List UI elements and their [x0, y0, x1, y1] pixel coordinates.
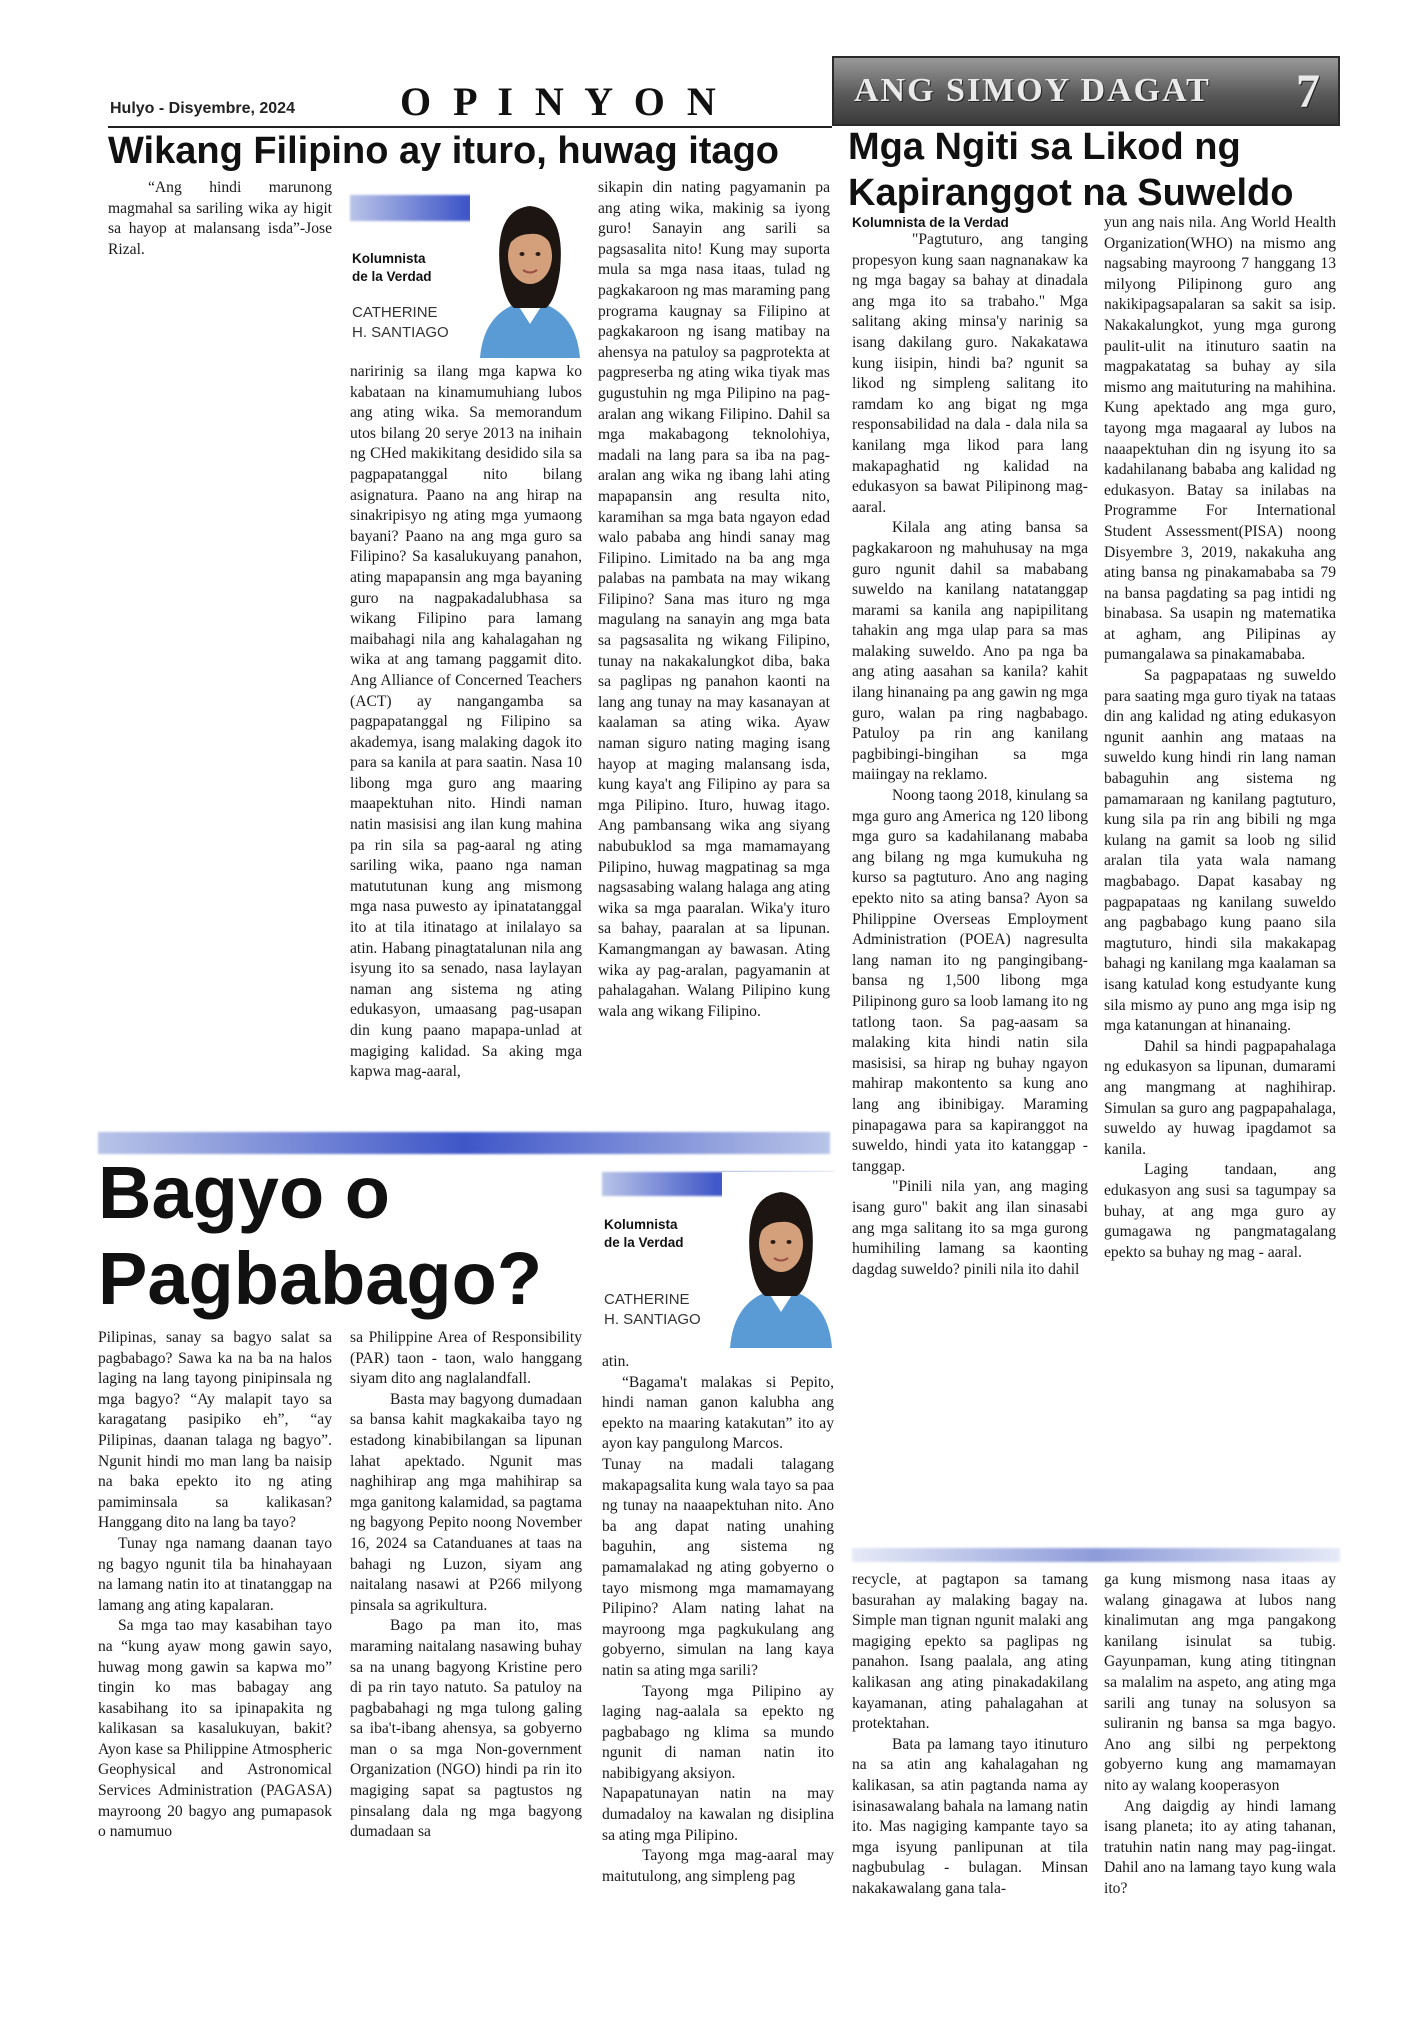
- article3-paragraph: atin.: [602, 1353, 630, 1370]
- article1-col3: [598, 178, 830, 1126]
- article3-paragraph: Pilipinas, sanay sa bagyo salat sa pagbabago? Sawa ka na ba na halos laging na lang tayong pinipinsala ng mga bagyo? “Ay malapit tayo sa karagatang pasipiko eh”, “ay Pilipinas, daanan talaga ng bagyo”. Ngunit hindi mo man lang ba naisip na baka epekto ito ng ating pamiminsala sa kalikasan? Hanggang dito na lang ba tayo?: [98, 1329, 332, 1532]
- article3-col2: [350, 1328, 582, 1988]
- article3-paragraph: Tunay nga namang daanan tayo ng bagyo ngunit tila ba hinahayaan na lamang natin ito at tinatanggap na lamang ang ating kapalaran.: [98, 1534, 332, 1614]
- article3-byline-label: Kolumnista de la Verdad: [604, 1217, 684, 1250]
- article3-paragraph: Tunay na madali talagang makapagsalita kung wala tayo sa paa ng tunay na naaapektuhan nito. Ano ba ang dapat nating unahing baguhin, ang sistema ng pamamalakad ng ating gobyerno o tayo mismong mga mamamayang Pilipino? Alam nating lahat na mayroong mga pagkukulang ang gobyerno, simulan na lang kaya natin sa ating mga sarili?: [602, 1455, 834, 1679]
- article2-paragraph: "Pinili nila yan, ang maging isang guro" bakit ang ilan sinasabi ang mga salitang ito sa mga gurong humihiling lamang sa kaonting dagdag suweldo? pinili nila ito dahil: [852, 1178, 1088, 1278]
- article3-col3: [602, 1352, 834, 1988]
- article2-col2: [1104, 213, 1336, 1553]
- article2-col1: [852, 230, 1088, 1530]
- article3-paragraph: Ang daigdig ay hindi lamang isang planeta; ito ay ating tahanan, tratuhin natin nang may pag-iingat. Dahil ano na lamang tayo kung wala ito?: [1104, 1797, 1336, 1897]
- article3-paragraph: “Bagama't malakas si Pepito, hindi naman ganon kalubha ang epekto na maaring katakutan” ito ay ayon kay pangulong Marcos.: [602, 1373, 834, 1453]
- article3-paragraph: Tayong mga Pilipino ay laging nag-aalala sa epekto ng pagbabago ng klima sa mundo ngunit di naman natin ito nabibigyang aksiyon.: [602, 1682, 834, 1782]
- publication-name: ANG SIMOY DAGAT: [854, 72, 1211, 109]
- masthead: [832, 56, 1340, 126]
- article2-paragraph: Dahil sa hindi pagpapahalaga ng edukasyon sa lipunan, dumarami ang mangmang at naghihirap. Simulan sa guro ang pagpapahalaga, suweldo ay huwag ipagdamot sa kanila.: [1104, 1037, 1336, 1158]
- article1-paragraph: sikapin din nating pagyamanin pa ang ating wika, makinig sa iyong guro! Sanayin ang sarili sa pagsasalita nito! Kung may suporta mula sa mga nasa itaas, tulad ng pagkakaroon ng mas maraming pang programa kaugnay sa Filipino at pagkakaroon ng isang matibay na ahensya na patuloy sa pagprotekta at pagpreserba ng ating wika tiyak mas gugustuhin ng mga Pilipino na pag-aralan ang wikang Filipino. Dahil sa mga makabagong teknolohiya, madali na lang para sa iba na pag-aralan ang wika ng ibang lahi ating mapapansin ang resulta nito, karamihan sa mga bata ngayon edad walo pababa ang hindi sanay mag Filipino. Limitado na ba ang mga palabas na pambata na may wikang Filipino? Sana mas ituro ng mga magulang na sanayin ang mga bata sa pagsasalita ng wikang Filipino, tunay na nakakalungkot diba, baka sa paglipas ng panahon kaonti na lang ang tunay na may kasanayan at kaalaman sa ating wika. Ayaw naman siguro nating maging isang hayop at maging malansang isda, kung kaya't ang Filipino ay para sa mga Pilipino. Ituro, huwag itago. Ang pambansang wika ang siyang nabubuklod sa mga mamamayang Pilipino, huwag magpatinag sa mga nagsasabing walang halaga ang ating wika sa mga paaralan. Wika'y ituro sa bahay, paaralan at sa lipunan. Kamangmangan ay bawasan. Ating wika ay pag-aralan, pagyamanin at pahalagahan. Walang Pilipino kung wala ang wikang Filipino.: [598, 179, 830, 1020]
- article3-paragraph: Bago pa man ito, mas maraming naitalang nasawing buhay sa na unang bagyong Kristine pero di pa rin tayo natuto. Sa patuloy na pagbabahagi ng mga tulong galing sa iba't-ibang ahensya, sa gobyerno man o sa mga Non-government Organization (NGO) hindi pa rin ito magiging sapat sa pagtustos ng pinsalang dala ng mga bagyong dumadaan sa: [350, 1617, 582, 1841]
- article2-title-line1: Mga Ngiti sa Likod ng: [848, 126, 1241, 168]
- section-divider-right: [852, 1548, 1340, 1562]
- article1-paragraph: naririnig sa ilang mga kapwa ko kabataan na kinamumuhiang lubos ang ating wika. Sa memorandum utos bilang 20 serye 2013 na inihain ng CHed makikitang desidido sila sa pagpapatanggal nito bilang asignatura. Paano na ang hirap na sinakripisyo ng ating mga yumaong bayani? Paano na ang mga guro sa Filipino? Sa kasalukuyang panahon, ating mapapansin ang mga bayaning guro na nagpakadalubhasa sa wikang Filipino para lamang maibahagi nila ang kahalagahan ng wika at ang tamang paggamit dito. Ang Alliance of Concerned Teachers (ACT) ay nangangamba sa pagpapatanggal ng Filipino sa akademya, isang malaking dagok ito para sa kanila at para saatin. Nasa 10 libong mga guro ang maaring maapektuhan nito. Hindi naman natin masisisi ang ilan kung mahina pa rin sila sa pag-aaral ng ating sariling wika, paano nga naman matututunan kung ang mismong mga nasa puwesto ay ipinatatanggal ito at tila itinatago at inilalayo sa atin. Habang pinagtatalunan nila ang isyung ito sa senado, nasa laylayan naman ang sistema ng ating edukasyon, umaasang pag-usapan din kung paano mapapa-unlad at magiging kalidad. Sa aking mga kapwa mag-aaral,: [350, 363, 582, 1081]
- article2-paragraph: yun ang nais nila. Ang World Health Organization(WHO) na mismo ang nagsabing mayroong 7 hanggang 13 milyong Pilipinong guro ang nakikipagsapalaran sa sakit sa isip. Nakakalungkot, yung mga gurong paulit-ulit na itinuturo saatin na magpakatatag sa buhay ay sila mismo ang maituturing na mahihina. Kung apektado ang mga guro, tayong mga magaaral ay lubos na naaapektuhan din ng isyung ito sa kadahilanang bababa ang kalidad ng edukasyon. Batay sa inilabas na Programme For International Student Assessment(PISA) noong Disyembre 3, 2019, nakakuha ang ating bansa ng pinakamababa sa 79 na bansa pagdating sa pag intidi ng binabasa. Sa usapin ng matematika at agham, ang Pilipinas ay pumangalawa sa pinakamababa.: [1104, 214, 1336, 664]
- article1-col2: [350, 362, 582, 1126]
- article2-paragraph: Laging tandaan, ang edukasyon ang susi sa tagumpay sa buhay, at ang mga guro ay gumagawa ng pangmatagalang epekto sa buhay ng mag - aaral.: [1104, 1161, 1336, 1261]
- article2-title-line2: Kapiranggot na Suweldo: [848, 172, 1294, 214]
- article3-col1: [98, 1328, 332, 1988]
- article2-paragraph: Kilala ang ating bansa sa pagkakaroon ng mahuhusay na mga guro ngunit dahil sa mababang suweldo na kanilang natatanggap marami sa kanila ang napipilitang tahakin ang mga ulap para sa mas malaking suweldo. Ano pa nga ba ang ating aasahan sa kanila? kahit ilang hinanaing pa ang gawin ng mga guro, walan pa ring nagbabago. Patuloy pa rin ang kanilang pagbibingi-bingihan sa mga maiingay na reklamo.: [852, 519, 1088, 784]
- article2-paragraph: "Pagtuturo, ang tanging propesyon kung saan nagnanakaw ka ng mga bagay sa bahay at dinadala ang mga ito sa trabaho." Mga salitang aking minsa'y narinig sa isang dakilang guro. Nakakatawa kung iisipin, hindi ba? ngunit sa likod ng simpleng salitang ito ramdam ko ang bigat ng mga responsabilidad na dala - dala nila sa kanilang mga likod para lang makapaghatid ng kalidad na edukasyon sa bawat Pilipinong mag-aaral.: [852, 231, 1088, 516]
- article3-paragraph: Napapatunayan natin na may dumadaloy na kawalan ng disiplina sa ating mga Pilipino.: [602, 1785, 834, 1844]
- article1-byline-label: Kolumnista de la Verdad: [352, 251, 432, 284]
- article3-col4: [852, 1570, 1088, 1988]
- article3-title-line2: Pagbabago?: [98, 1237, 543, 1320]
- article3-paragraph: sa Philippine Area of Responsibility (PAR) taon - taon, walo hanggang siyam dito ang naglalandfall.: [350, 1329, 582, 1388]
- issue-date: Hulyo - Disyembre, 2024: [110, 100, 295, 117]
- article1-author-photo: [470, 190, 590, 358]
- article2-byline-label: Kolumnista de la Verdad: [852, 215, 1009, 230]
- page-number: 7: [1296, 65, 1320, 118]
- article3-paragraph: Basta may bagyong dumadaan sa bansa kahit magkakaiba tayo ng estadong kinabibilangan sa lipunan lahat apektado. Ngunit mas naghihirap ang mga mahihirap sa mga ganitong kalamidad, sa pagtama ng bagyong Pepito noong November 16, 2024 sa Catanduanes at taas na bahagi ng Luzon, siyam ang naitalang nasawi at P266 milyong pinsala sa agrikultura.: [350, 1390, 582, 1614]
- article1-author: CATHERINE H. SANTIAGO: [352, 304, 449, 341]
- article3-author-photo: [722, 1172, 840, 1348]
- article3-paragraph: recycle, at pagtapon sa tamang basurahan ay malaking bagay na. Simple man tignan ngunit malaki ang magiging epekto sa paglipas ng panahon. Isang paalala, ang ating kalikasan ang ating pinakadakilang kayamanan, ating pahalagahan at protektahan.: [852, 1571, 1088, 1733]
- article3-paragraph: Bata pa lamang tayo itinuturo na sa atin ang kahalagahan ng kalikasan, sa atin pagtanda nama ay isinasawalang bahala na lamang natin ito. Mas nagiging kampante tayo sa mga isyung panlipunan at tila nagbubulag - bulagan. Minsan nakakawalang gana tala-: [852, 1735, 1088, 1897]
- article1-title: Wikang Filipino ay ituro, huwag itago: [108, 130, 779, 172]
- article1-paragraph: “Ang hindi marunong magmahal sa sariling wika ay higit sa hayop at malansang isda”-Jose Rizal.: [108, 179, 332, 258]
- section-title: O P I N Y O N: [400, 79, 722, 124]
- article3-paragraph: Tayong mga mag-aaral may maitutulong, ang simpleng pag: [602, 1847, 834, 1885]
- article1-col1: [108, 178, 332, 1126]
- article3-paragraph: ga kung mismong nasa itaas ay walang ginagawa at lubos nang kinalimutan ang mga pangakong kanilang isinulat sa tubig. Gayunpaman, kung ating titingnan sa malalim na aspeto, ang ating mga sarili ang tunay na solusyon sa suliranin ng bansa sa mga bagyo. Ano ang silbi ng perpektong gobyerno kung ang mamamayan nito ay walang kooperasyon: [1104, 1571, 1336, 1794]
- article2-paragraph: Noong taong 2018, kinulang sa mga guro ang America ng 120 libong mga guro sa kadahilanang mababa ang bilang ng mga kumukuha ng kurso sa pagtuturo. Ano ang naging epekto nito sa ating bansa? Ayon sa Philippine Overseas Employment Administration (POEA) nagresulta lang naman ito ng pangingibang-bansa ng 1,500 libong mga Pilipinong guro sa loob lamang ito ng tatlong taon. Sa pag-aasam sa malaking kita hindi natin sila masisisi, sa hirap ng buhay ngayon mahirap makontento sa kung ano lang ang ibinibigay. Maraming pinapagawa para sa kapiranggot na suweldo, hindi yata ito katanggap - tanggap.: [852, 787, 1088, 1175]
- article3-paragraph: Sa mga tao may kasabihan tayo na “kung ayaw mong gawin sayo, huwag mong gawin sa kapwa mo” tingin ko mas babagay ang kasabihang ito sa ipinapakita ng kalikasan sa kasalukuyan, bakit? Ayon kase sa Philippine Atmospheric Geophysical and Astronomical Services Administration (PAGASA) mayroong 20 bagyo ang pumapasok o namumuo: [98, 1617, 332, 1841]
- article3-title-line1: Bagyo o: [98, 1151, 390, 1234]
- article3-col5: [1104, 1570, 1336, 1988]
- article3-author: CATHERINE H. SANTIAGO: [604, 1291, 701, 1328]
- article2-paragraph: Sa pagpapataas ng suweldo para saating mga guro tiyak na tataas din ang kalidad ng ating edukasyon ngunit aanhin ang mataas na suweldo kung hindi rin lang naman babaguhin ang sistema ng pamamaraan ng kanilang pagtuturo, kung sila pa rin ang bibili ng mga kulang na gamit sa loob ng silid aralan tila yata wala namang magbabago. Dapat kasabay ng pagpapataas ng kanilang suweldo ang pagbabago kung paano sila magtuturo, hindi sila makakapag bahagi ng kanilang mga kaalaman sa isang katulad kong estudyante kung sila mismo ay puno ang mga isip ng mga katanungan at hinanaing.: [1104, 667, 1336, 1035]
